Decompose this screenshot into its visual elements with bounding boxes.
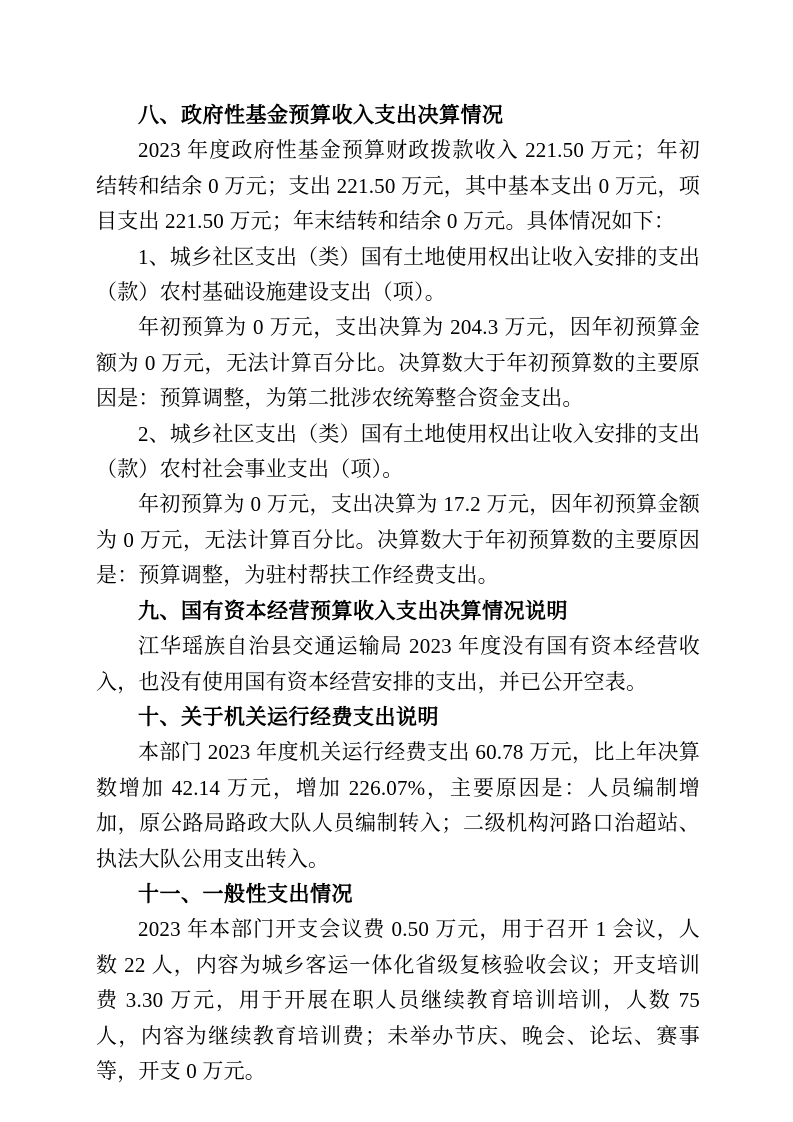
section-heading-gov-fund-budget: 八、政府性基金预算收入支出决算情况 <box>138 104 504 127</box>
paragraph-state-capital-detail: 江华瑶族自治县交通运输局 2023 年度没有国有资本经营收入，也没有使用国有资本经营安排的支出，并已公开空表。 <box>96 634 700 694</box>
paragraph-item2-category: 2、城乡社区支出（类）国有土地使用权出让收入安排的支出（款）农村社会事业支出（项）。 <box>96 421 700 482</box>
section-heading-state-capital: 九、国有资本经营预算收入支出决算情况说明 <box>138 599 568 623</box>
paragraph-item1-category: 1、城乡社区支出（类）国有土地使用权出让收入安排的支出（款）农村基础设施建设支出（项）。 <box>96 244 700 305</box>
paragraph-general-expense-detail: 2023 年本部门开支会议费 0.50 万元，用于召开 1 会议，人数 22 人，内容为城乡客运一体化省级复核验收会议；开支培训费 3.30 万元，用于开展在职人员继续教育培训培训，人数 75 人，内容为继续教育培训费；未举办节庆、晚会、论坛、赛事等，开支 0 万元。 <box>96 917 700 1083</box>
paragraph-agency-operating-detail: 本部门 2023 年度机关运行经费支出 60.78 万元，比上年决算数增加 42.14 万元，增加 226.07%，主要原因是：人员编制增加，原公路局路政大队人员编制转入；二级机构河路口治超站、执法大队公用支出转入。 <box>96 740 700 871</box>
paragraph-item1-detail: 年初预算为 0 万元，支出决算为 204.3 万元，因年初预算金额为 0 万元，无法计算百分比。决算数大于年初预算数的主要原因是：预算调整，为第二批涉农统筹整合资金支出。 <box>96 315 700 411</box>
section-heading-general-expense: 十一、一般性支出情况 <box>138 882 353 906</box>
paragraph-gov-fund-summary: 2023 年度政府性基金预算财政拨款收入 221.50 万元；年初结转和结余 0 万元；支出 221.50 万元，其中基本支出 0 万元，项目支出 221.50 万元；年末结转和结余 0 万元。具体情况如下： <box>96 138 700 234</box>
section-heading-agency-operating-expense: 十、关于机关运行经费支出说明 <box>138 705 439 729</box>
paragraph-item2-detail: 年初预算为 0 万元，支出决算为 17.2 万元，因年初预算金额为 0 万元，无法计算百分比。决算数大于年初预算数的主要原因是：预算调整，为驻村帮扶工作经费支出。 <box>96 492 700 588</box>
